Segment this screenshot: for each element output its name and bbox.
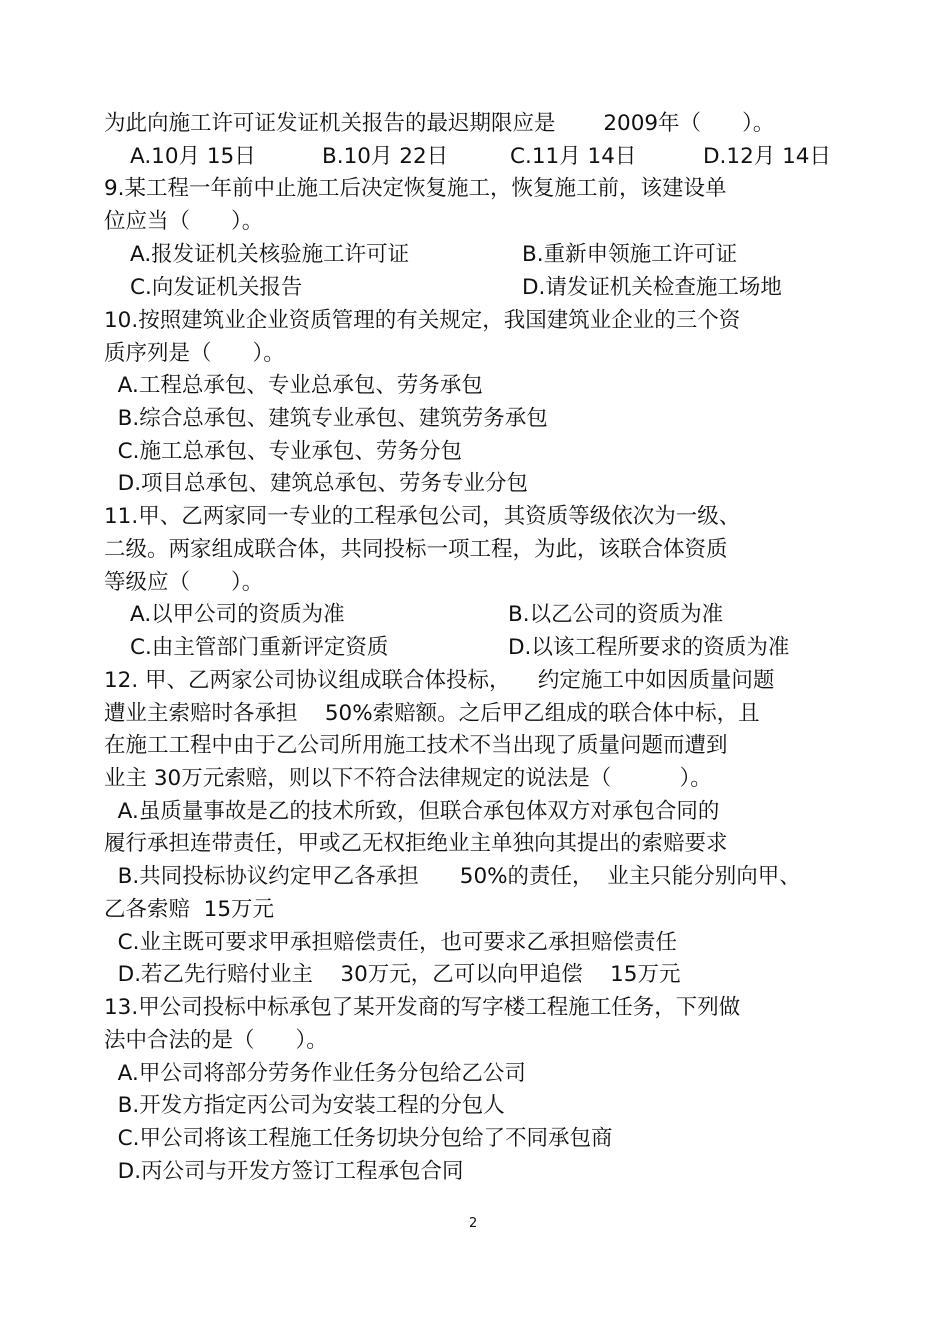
- q9-stem-2: 位应当（ ）。: [104, 209, 264, 234]
- q8-option-d: D.12月 14日: [703, 144, 831, 169]
- q13-stem-2: 法中合法的是（ ）。: [104, 1028, 328, 1053]
- q9-option-c: C.向发证机关报告: [130, 275, 303, 300]
- q12-option-b-2: 乙各索赔 15万元: [104, 897, 275, 922]
- q9-option-b: B.重新申领施工许可证: [522, 242, 738, 267]
- q9-option-d: D.请发证机关检查施工场地: [522, 275, 782, 300]
- q12-option-b: B.共同投标协议约定甲乙各承担 50%的责任， 业主只能分别向甲、: [104, 864, 801, 889]
- q9-stem: 9.某工程一年前中止施工后决定恢复施工，恢复施工前，该建设单: [104, 176, 727, 201]
- q13-option-b: B.开发方指定丙公司为安装工程的分包人: [104, 1093, 505, 1118]
- q11-stem-2: 二级。两家组成联合体，共同投标一项工程，为此，该联合体资质: [104, 537, 728, 562]
- q10-stem: 10.按照建筑业企业资质管理的有关规定，我国建筑业企业的三个资: [104, 308, 741, 333]
- q10-option-a: A.工程总承包、专业总承包、劳务承包: [104, 373, 483, 398]
- q13-option-d: D.丙公司与开发方签订工程承包合同: [104, 1159, 464, 1184]
- q13-option-a: A.甲公司将部分劳务作业任务分包给乙公司: [104, 1061, 526, 1086]
- q10-stem-2: 质序列是（ ）。: [104, 341, 285, 366]
- q11-option-c: C.由主管部门重新评定资质: [130, 635, 389, 660]
- q12-stem-4: 业主 30万元索赔，则以下不符合法律规定的说法是（ ）。: [104, 766, 712, 791]
- q13-stem: 13.甲公司投标中标承包了某开发商的写字楼工程施工任务，下列做: [104, 995, 741, 1020]
- q12-option-a: A.虽质量事故是乙的技术所致，但联合承包体双方对承包合同的: [104, 799, 720, 824]
- q11-stem-3: 等级应（ ）。: [104, 570, 264, 595]
- q8-stem-tail: 为此向施工许可证发证机关报告的最迟期限应是 2009年（ ）。: [104, 111, 775, 136]
- page-number: 2: [469, 1216, 478, 1231]
- q11-option-a: A.以甲公司的资质为准: [130, 602, 345, 627]
- q12-option-a-2: 履行承担连带责任，甲或乙无权拒绝业主单独向其提出的索赔要求: [104, 831, 728, 856]
- q13-option-c: C.甲公司将该工程施工任务切块分包给了不同承包商: [104, 1126, 613, 1151]
- q9-option-a: A.报发证机关核验施工许可证: [130, 242, 410, 267]
- q10-option-b: B.综合总承包、建筑专业承包、建筑劳务承包: [104, 406, 548, 431]
- q12-stem-3: 在施工工程中由于乙公司所用施工技术不当出现了质量问题而遭到: [104, 733, 728, 758]
- q11-stem: 11.甲、乙两家同一专业的工程承包公司，其资质等级依次为一级、: [104, 504, 741, 529]
- q12-stem-2: 遭业主索赔时各承担 50%索赔额。之后甲乙组成的联合体中标，且: [104, 701, 760, 726]
- q8-option-c: C.11月 14日: [510, 144, 637, 169]
- q12-option-c: C.业主既可要求甲承担赔偿责任，也可要求乙承担赔偿责任: [104, 930, 678, 955]
- q10-option-d: D.项目总承包、建筑总承包、劳务专业分包: [104, 471, 529, 496]
- q8-option-a: A.10月 15日: [130, 144, 256, 169]
- q12-stem: 12. 甲、乙两家公司协议组成联合体投标， 约定施工中如因质量问题: [104, 668, 775, 693]
- q12-option-d: D.若乙先行赔付业主 30万元，乙可以向甲追偿 15万元: [104, 962, 681, 987]
- q10-option-c: C.施工总承包、专业承包、劳务分包: [104, 439, 463, 464]
- q11-option-d: D.以该工程所要求的资质为准: [508, 635, 790, 660]
- q8-option-b: B.10月 22日: [322, 144, 449, 169]
- q11-option-b: B.以乙公司的资质为准: [508, 602, 724, 627]
